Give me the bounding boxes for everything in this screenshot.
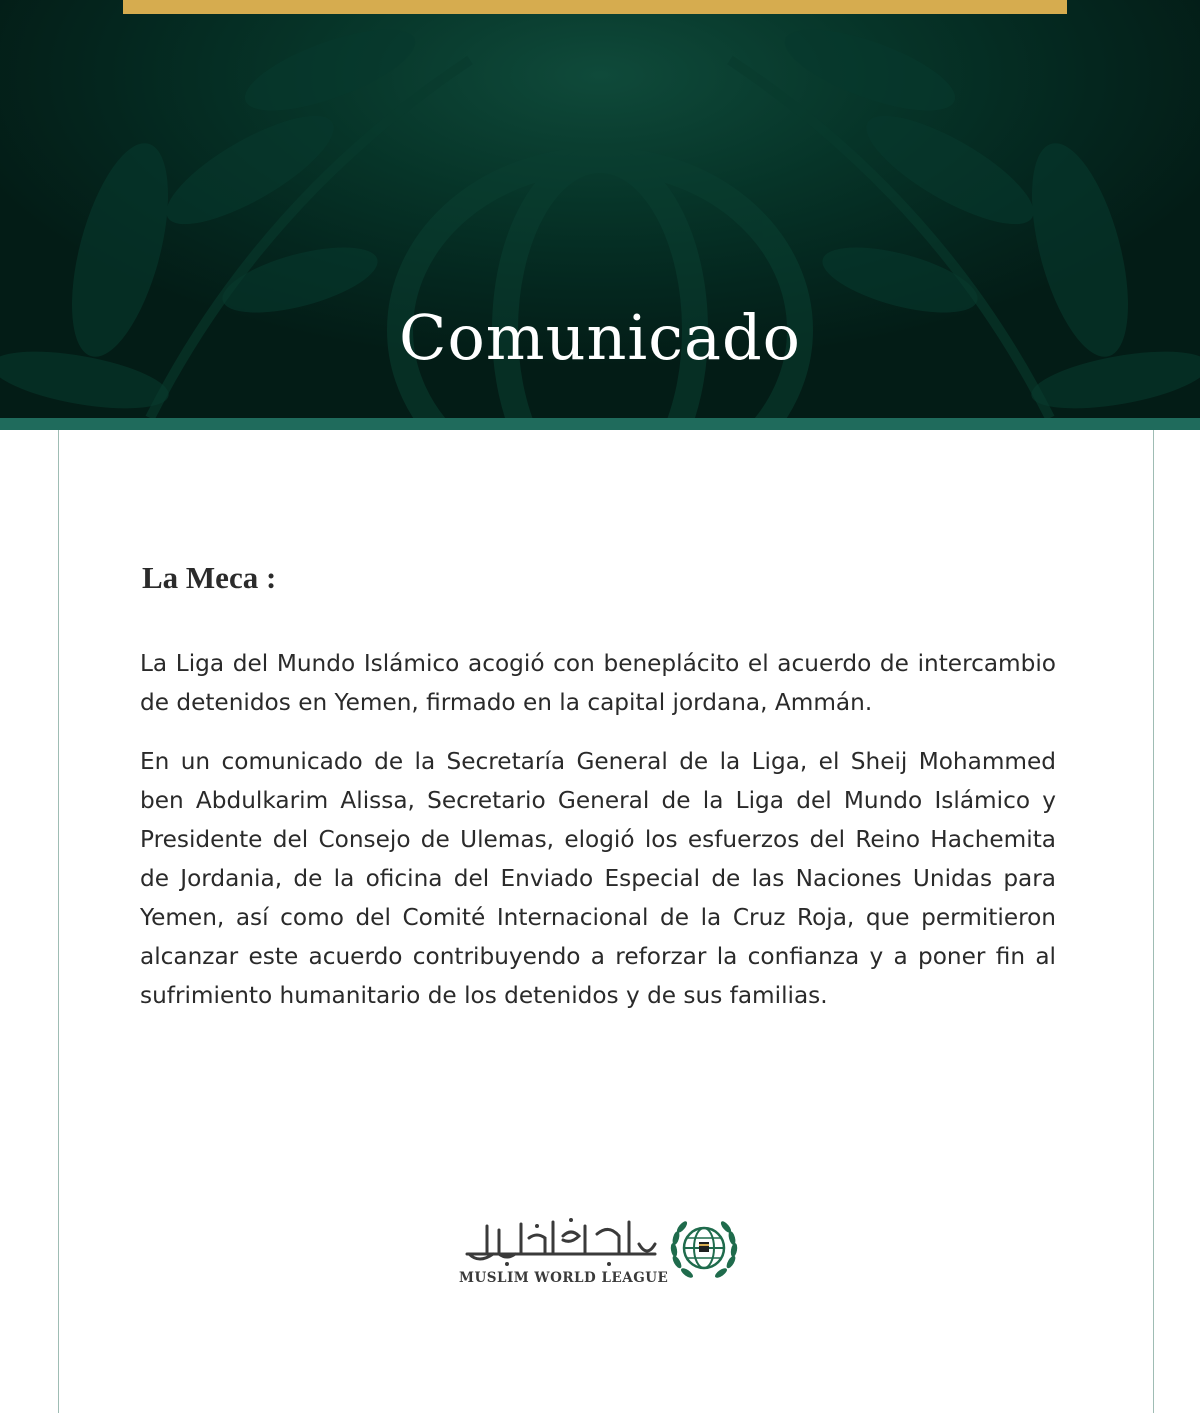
gold-accent-bar bbox=[123, 0, 1067, 14]
globe-olive-wreath-emblem bbox=[667, 1212, 741, 1286]
article-paragraph: En un comunicado de la Secretaría General de la Liga, el Sheij Mohammed ben Abdulkarim Alissa, Secretario General de la Liga del Mundo Islámico y Presidente del Consejo de Ulemas, elogió los esfuerzos del Reino Hachemita de Jordania, de la oficina del Enviado Especial de las Naciones Unidas para Yemen, así como del Comité Internacional de la Cruz Roja, que permitieron alcanzar este acuerdo contribuyendo a reforzar la confianza y a poner fin al sufrimiento humanitario de los detenidos y de sus familias. bbox=[140, 748, 1056, 1009]
dateline-place: La Meca : bbox=[142, 560, 277, 595]
frame-border-left bbox=[58, 430, 59, 1413]
header-divider-band bbox=[0, 418, 1200, 430]
logo-english-name: MUSLIM WORLD LEAGUE bbox=[459, 1270, 669, 1286]
header-banner bbox=[0, 0, 1200, 418]
article-paragraph: La Liga del Mundo Islámico acogió con beneplácito el acuerdo de intercambio de detenidos en Yemen, firmado en la capital jordana, Ammán. bbox=[140, 650, 1056, 716]
muslim-world-league-logo bbox=[455, 1210, 745, 1290]
article-body bbox=[140, 644, 1056, 1035]
page-title: Comunicado bbox=[399, 301, 801, 374]
arabic-calligraphy-wordmark bbox=[459, 1214, 659, 1272]
frame-border-right bbox=[1153, 430, 1154, 1413]
